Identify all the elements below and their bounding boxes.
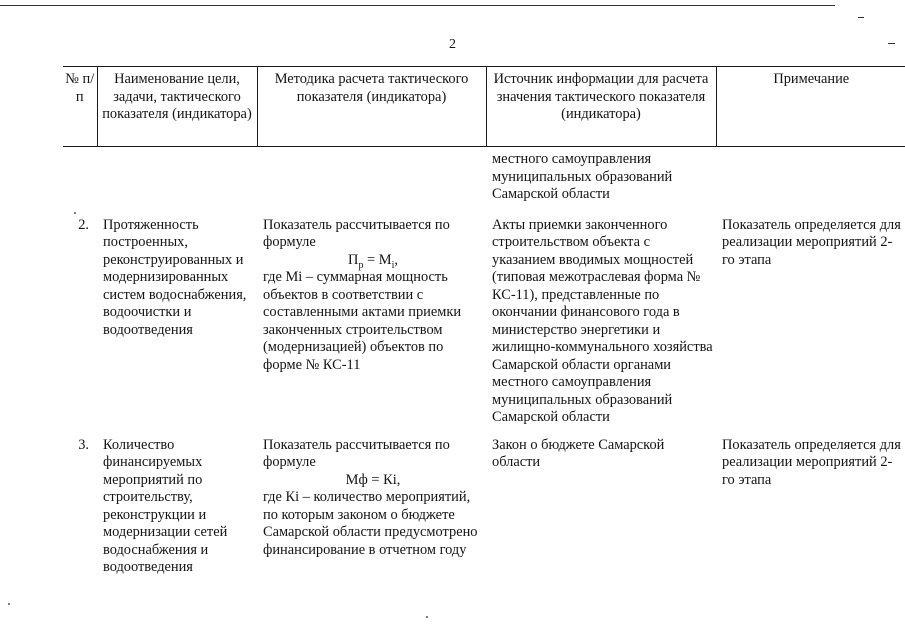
indicator-name: Протяженность построенных, реконструированных и модернизированных систем водоснабжения, водоочистки и водоотведения bbox=[103, 216, 247, 338]
scan-speck bbox=[74, 212, 76, 214]
cell-name bbox=[97, 147, 257, 217]
scan-speck bbox=[426, 616, 428, 618]
formula-lhs-subscript: р bbox=[358, 259, 364, 271]
information-source: Акты приемки законченного строительством объекта с указанием вводимых мощностей (типовая межотраслевая форма № КС-11), представленные по окончании финансового года в министерство энергетики и жилищно-коммунального хозяйства Самарской области органами местного самоуправления муниципальных образований Самарской области bbox=[492, 216, 713, 425]
method-description: где Мi – суммарная мощность объектов в соответствии с составленными актами приемки законченных строительством (модернизацией) объектов по форме № КС-11 bbox=[263, 269, 462, 373]
calculation-method bbox=[257, 217, 486, 437]
header-number: № п/п bbox=[63, 67, 97, 147]
formula-rhs-subscript: i bbox=[391, 259, 395, 271]
formula-rhs: = М bbox=[363, 251, 392, 268]
formula bbox=[263, 252, 483, 270]
header-name: Наименование цели, задачи, тактического показателя (индикатора) bbox=[97, 67, 257, 147]
note: Показатель определяется для реализации мероприятий 2-го этапа bbox=[722, 436, 901, 488]
cell-note bbox=[716, 147, 905, 217]
note: Показатель определяется для реализации мероприятий 2-го этапа bbox=[722, 216, 901, 268]
table-row bbox=[63, 217, 905, 437]
formula-tail: , bbox=[394, 251, 398, 268]
row-number: 3. bbox=[78, 436, 89, 453]
method-intro: Показатель рассчитывается по формуле bbox=[263, 436, 450, 470]
indicator-table bbox=[63, 66, 905, 587]
header-source: Источник информации для расчета значения тактического показателя (индикатора) bbox=[486, 67, 716, 147]
formula: Мф = Кi, bbox=[345, 471, 401, 488]
cell-number bbox=[63, 147, 97, 217]
table-row bbox=[63, 437, 905, 587]
cell-method bbox=[257, 147, 486, 217]
header-method: Методика расчета тактического показателя (индикатора) bbox=[257, 67, 486, 147]
method-description: где Кi – количество мероприятий, по которым законом о бюджете Самарской области предусмотрено финансирование в отчетном году bbox=[263, 489, 478, 558]
header-note: Примечание bbox=[716, 67, 905, 147]
row-number: 2. bbox=[78, 216, 89, 233]
information-source: Закон о бюджете Самарской области bbox=[492, 436, 665, 470]
method-intro: Показатель рассчитывается по формуле bbox=[263, 216, 450, 250]
cell-source: местного самоуправления муниципальных образований Самарской области bbox=[492, 151, 673, 202]
calculation-method bbox=[257, 437, 486, 587]
scan-speck bbox=[8, 603, 10, 605]
page-number: 2 bbox=[449, 37, 456, 52]
table-row-continuation bbox=[63, 147, 905, 217]
indicator-name: Количество финансируемых мероприятий по строительству, реконструкции и модернизации сетей водоснабжения и водоотведения bbox=[103, 436, 228, 575]
table-header-row bbox=[63, 67, 905, 147]
formula-lhs: П bbox=[348, 251, 359, 268]
scan-corner-mark bbox=[858, 17, 864, 18]
scan-top-rule bbox=[0, 5, 835, 6]
